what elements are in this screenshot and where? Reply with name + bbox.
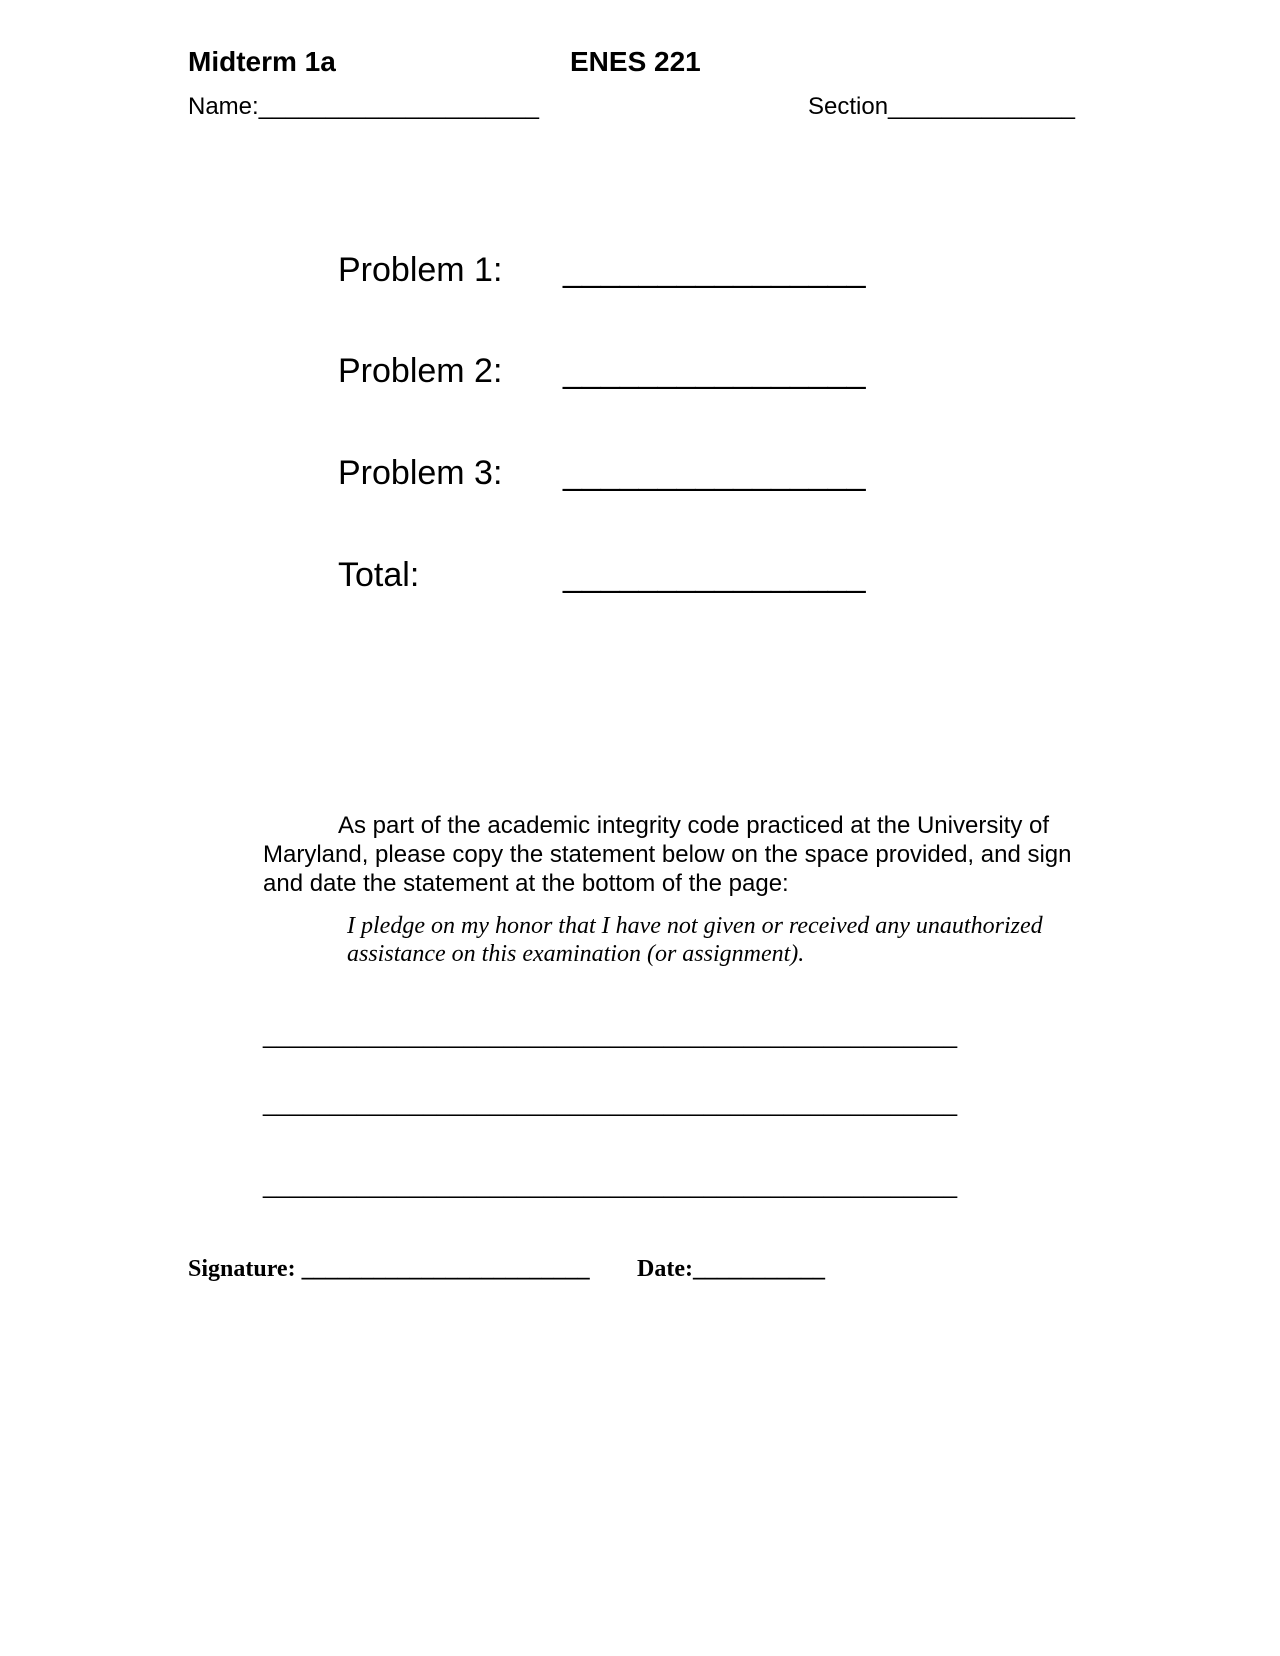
score-line-problem-3: ________________ <box>563 454 866 492</box>
score-line-total: ________________ <box>563 556 866 594</box>
integrity-instructions: As part of the academic integrity code practiced at the University of Maryland, please copy the statement below on the space provided, and sign and date the statement at the bottom of the page: <box>263 812 1072 897</box>
score-line-problem-2: ________________ <box>563 352 866 390</box>
score-label-total: Total: <box>338 556 420 594</box>
date-field: Date:___________ <box>637 1256 825 1282</box>
course-code: ENES 221 <box>570 46 701 77</box>
score-label-problem-2: Problem 2: <box>338 352 503 390</box>
score-label-problem-1: Problem 1: <box>338 251 503 289</box>
pledge-copy-line-2: ____________________________________________________ <box>263 1090 958 1117</box>
honor-pledge: I pledge on my honor that I have not given or received any unauthorized assistance on this examination (or assignment). <box>347 913 1043 967</box>
score-line-problem-1: ________________ <box>563 251 866 289</box>
name-field: Name:_____________________ <box>188 93 539 120</box>
pledge-copy-line-1: ____________________________________________________ <box>263 1022 958 1049</box>
score-label-problem-3: Problem 3: <box>338 454 503 492</box>
pledge-copy-line-3: ____________________________________________________ <box>263 1172 958 1199</box>
section-field: Section______________ <box>808 93 1075 120</box>
signature-field: Signature: ________________________ <box>188 1256 590 1282</box>
exam-title: Midterm 1a <box>188 46 336 77</box>
